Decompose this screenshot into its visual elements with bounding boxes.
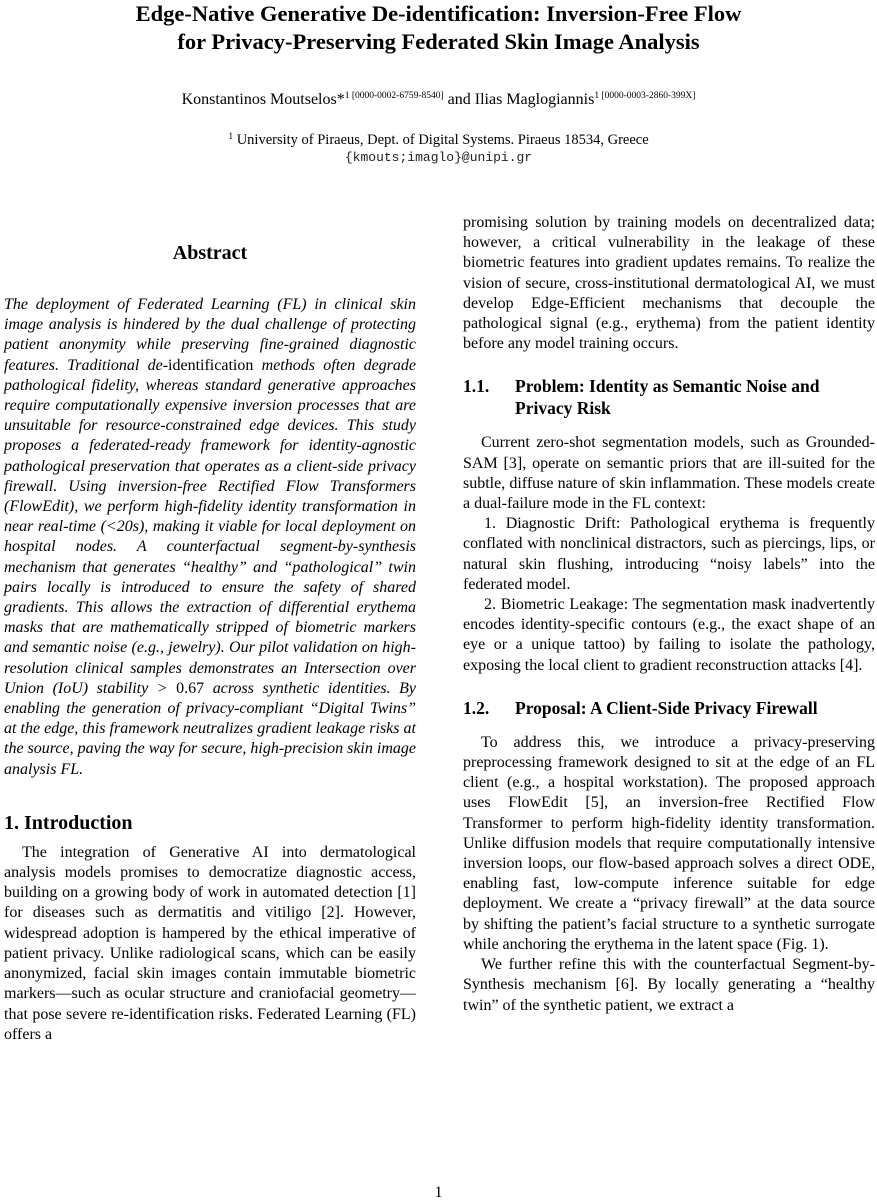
introduction-paragraph: The integration of Generative AI into dermatological analysis models promises to democratize diagnostic access, building on a growing body of work in automated detection [1] for diseases such as dermatitis and vitiligo [2]. However, widespread adoption is hampered by the ethical imperative of patient privacy. Unlike radiological scans, which can be easily anonymized, facial skin images contain immutable biometric markers—such as ocular structure and craniofacial geometry—that pose severe re-identification risks. Federated Learning (FL) offers a <box>4 843 416 1043</box>
section-1-1-title-line-1: Problem: Identity as Semantic Noise and <box>515 376 820 397</box>
author-list <box>0 90 877 110</box>
author-conjunction: and <box>443 91 475 108</box>
section-1-1-number: 1.1. <box>463 376 490 397</box>
section-1-1-heading <box>463 375 875 419</box>
abstract-iou-value: 0.67 <box>176 679 205 697</box>
abstract-text-part-3: methods often degrade pathological fidelity, whereas standard generative approaches require computationally expensive inversion processes that are unsuitable for resource-constrained edge devices. This study proposes a federated-ready framework for identity-agnostic pathological preservation that operates as a client-side privacy firewall. Using inversion-free Rectified Flow Transformers (FlowEdit), we perform high-fidelity identity transformation in near real-time (<20s), making it viable for local deployment on hospital nodes. A counterfactual segment-by-synthesis mechanism that generates “healthy” and “pathological” twin pairs locally is introduced to ensure the safety of shared gradients. This allows the extraction of differential erythema masks that are mathematically stripped of biometric markers and semantic noise (e.g., jewelry). Our pilot validation on high-resolution clinical samples demonstrates an Intersection over Union (IoU) stability > <box>4 356 417 697</box>
affiliation-text: University of Piraeus, Dept. of Digital Systems. Piraeus 18534, Greece <box>233 132 649 148</box>
left-column <box>4 240 416 1045</box>
section-1-2-paragraph-2: We further refine this with the counterfactual Segment-by-Synthesis mechanism [6]. By locally generating a “healthy twin” of the synthetic patient, we extract a <box>463 956 875 1014</box>
section-1-2-number: 1.2. <box>463 697 490 718</box>
author-1-orcid: 1 [0000-0002-6759-8540] <box>344 91 444 101</box>
page-number: 1 <box>434 1184 443 1201</box>
title-line-1: Edge-Native Generative De-identification: Inversion-Free Flow <box>135 1 742 26</box>
affiliation-marker: 1 <box>228 132 234 142</box>
author-2-orcid: 1 [0000-0003-2860-399X] <box>594 91 696 101</box>
section-1-2-paragraph-1: To address this, we introduce a privacy-preserving preprocessing framework designed to sit at the edge of an FL client (e.g., a hospital workstation). The proposed approach uses FlowEdit [5], an inversion-free Rectified Flow Transformer to perform high-fidelity identity transformation. Unlike diffusion models that require computationally intensive inversion loops, our flow-based approach solves a direct ODE, enabling fast, low-compute inference suitable for edge deployment. We create a “privacy firewall” at the data source by shifting the patient’s facial structure to a synthetic surrogate while anchoring the erythema in the latent space (Fig. 1). <box>463 733 875 953</box>
abstract-text-part-2: identification <box>168 356 254 374</box>
introduction-paragraph-continued: promising solution by training models on decentralized data; however, a critical vulnerability in the leakage of these biometric features into gradient updates remains. To realize the vision of secure, cross-institutional dermatological AI, we must develop Edge-Efficient mechanisms that decouple the pathological signal (e.g., erythema) from the patient identity before any model training occurs. <box>463 214 875 353</box>
author-2-name: Ilias Maglogiannis <box>474 91 595 108</box>
author-email: {kmouts;imaglo}@unipi.gr <box>344 150 533 165</box>
title-line-2: for Privacy-Preserving Federated Skin Image Analysis <box>177 29 700 54</box>
abstract-text-part-1: The deployment of Federated Learning (FL) in clinical skin image analysis is hindered by the dual challenge of protecting patient anonymity while preserving fine-grained diagnostic features. Traditional de- <box>4 296 416 374</box>
right-column <box>463 213 875 1016</box>
section-1-2-title: Proposal: A Client-Side Privacy Firewall <box>515 697 818 718</box>
paper-title <box>0 0 877 56</box>
section-1-1-title-line-2: Privacy Risk <box>515 398 611 419</box>
abstract-text-part-5: across synthetic identities. By enabling the generation of privacy-compliant “Digital Twins” at the edge, this framework neutralizes gradient leakage risks at the source, paving the way for secure, high-precision skin image analysis FL. <box>4 679 416 778</box>
section-1-1-list-item-1: 1. Diagnostic Drift: Pathological erythema is frequently conflated with nonclinical distractors, such as piercings, lips, or natural skin flushing, introducing “noisy labels” into the federated model. <box>463 515 875 593</box>
introduction-heading: 1. Introduction <box>4 811 133 834</box>
section-1-2-heading <box>463 697 875 719</box>
author-1-name: Konstantinos Moutselos* <box>181 91 345 108</box>
abstract-text <box>4 295 416 780</box>
affiliation <box>0 131 877 149</box>
section-1-1-paragraph: Current zero-shot segmentation models, such as Grounded-SAM [3], operate on semantic priors that are ill-suited for the subtle, diffuse nature of skin inflammation. These models create a dual-failure mode in the FL context: <box>463 434 875 513</box>
section-1-1-list-item-2: 2. Biometric Leakage: The segmentation mask inadvertently encodes identity-specific contours (e.g., the exact shape of an eye or a unique tattoo) by failing to isolate the pathology, exposing the local client to gradient reconstruction attacks [4]. <box>463 596 875 674</box>
abstract-heading: Abstract <box>172 242 248 264</box>
